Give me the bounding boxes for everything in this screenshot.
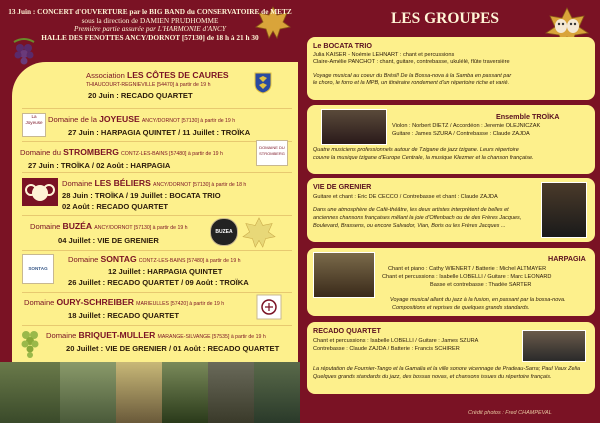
logo-stromberg: DOMAINE DU STROMBERG <box>256 140 288 166</box>
domain-briquet-muller <box>46 330 279 353</box>
domain-stromberg <box>20 147 223 170</box>
logo-joyeuse: La Joyeuse <box>22 113 46 137</box>
domain-name: OURY-SCHREIBER <box>56 297 135 307</box>
domain-prefix: Domaine <box>62 179 95 188</box>
opening-concert-title: 13 Juin : CONCERT d'OUVERTURE par le BIG BAND du CONSERVATOIRE de METZ <box>8 7 292 16</box>
divider <box>22 292 292 293</box>
opening-concert-header <box>0 8 300 42</box>
domain-name: BUZÉA <box>62 221 93 231</box>
photo-strip <box>0 362 300 423</box>
group-desc: Compositions et reprises de quelques grands standards. <box>392 305 530 311</box>
logo-buzea: BUZEA <box>210 218 238 246</box>
ram-logo-icon <box>22 178 58 206</box>
domain-dates: 04 Juillet : VIE DE GRENIER <box>58 236 159 245</box>
domain-name: BRIQUET-MULLER <box>78 330 156 340</box>
divider <box>22 141 292 142</box>
domain-dates: 12 Juillet : HARPAGIA QUINTET <box>108 267 223 276</box>
domain-dates: 18 Juillet : RECADO QUARTET <box>68 311 179 320</box>
group-desc: Boulevard, Brassens, ou encore Salvador, Vian, Boris ou les Frères Jacques ... <box>313 223 506 229</box>
domain-dates: 27 Juin : TROÏKA / 02 Août : HARPAGIA <box>28 161 171 170</box>
domain-joyeuse <box>48 114 250 137</box>
domain-beliers <box>62 178 246 211</box>
vine-leaf-icon <box>242 216 276 248</box>
grapes-icon <box>18 327 42 359</box>
domain-sontag <box>68 254 249 287</box>
groups-title: LES GROUPES <box>390 10 500 27</box>
domain-name: LES BÉLIERS <box>94 178 151 188</box>
photo-village <box>60 362 116 423</box>
domain-dates: 20 Juin : RECADO QUARTET <box>88 91 193 100</box>
domain-name: JOYEUSE <box>99 114 140 124</box>
photo-harpagia <box>313 252 375 298</box>
domain-prefix: Domaine <box>24 298 57 307</box>
domain-caures <box>86 70 229 100</box>
domain-address: CONTZ-LES-BAINS [57480] à partir de 19 h <box>138 258 241 264</box>
group-desc: Quatre musiciens professionnels autour de Tzigane de jazz tzigane. Leurs répertoire <box>313 147 519 153</box>
domain-address: THIAUCOURT-REGNIEVILLE [54470] à partir de 19 h <box>86 82 211 88</box>
group-title: VIE DE GRENIER <box>313 182 372 191</box>
group-title: Ensemble TROÏKA <box>496 112 560 121</box>
photo-terrace <box>254 362 300 423</box>
photo-singer <box>116 362 162 423</box>
photo-audience <box>208 362 254 423</box>
domain-name: LES CÔTES DE CAURES <box>126 70 229 80</box>
group-member: Guitare et chant : Eric DE CECCO / Contrebasse et chant : Claude ZAJDA <box>313 194 498 200</box>
opening-concert-director: sous la direction de DAMIEN PRUDHOMME <box>81 15 219 25</box>
group-member: Contrebasse : Claude ZAJDA / Batterie : Francis SCHIRER <box>313 346 460 352</box>
group-desc: La réputation de Fournier-Tango et la Gamalia et la ville sonore vicennage de Pradeau-Sarra; Paul Vaux Zelia <box>313 366 581 372</box>
grapes-icon <box>8 36 40 66</box>
photo-credit: Crédit photos : Fred CHAMPEVAL <box>468 410 552 416</box>
domain-address: ANCY/DORNOT [57130] à partir de 18 h <box>152 182 247 188</box>
domain-oury-schreiber <box>24 297 224 320</box>
group-title: Le BOCATA TRIO <box>313 41 372 50</box>
group-member: Chant et piano : Cathy WIENERT / Batterie : Michel ALTMAYER <box>388 266 547 272</box>
domain-dates: 27 Juin : HARPAGIA QUINTET / 11 Juillet : TROÏKA <box>68 128 251 137</box>
group-desc: couvre la musique tzigane d'Europe Centrale, la musique Klezmer et la chanson française. <box>313 155 534 161</box>
group-title: HARPAGIA <box>548 254 586 263</box>
domain-dates: 28 Juin : TROÏKA / 19 Juillet : BOCATA TRIO <box>62 191 221 200</box>
photo-vie-de-grenier <box>541 182 587 238</box>
divider <box>22 325 292 326</box>
opening-concert-firstpart: Première partie assurée par L'HARMONIE d'ANCY <box>74 24 226 34</box>
group-desc: Voyage musical au coeur du Brésil! De la Bossa-nova à la Samba en passant par <box>313 73 512 79</box>
coat-of-arms-icon <box>254 72 272 94</box>
group-member: Chant et percussions : Isabelle LOBELLI / Guitare : Marc LEONARD <box>382 274 552 280</box>
opening-concert-venue: HALLE DES FENOTTES ANCY/DORNOT [57130] de 18 h à 21 h 30 <box>41 32 259 42</box>
photo-troika <box>321 109 387 145</box>
divider <box>22 108 292 109</box>
domain-name: SONTAG <box>100 254 137 264</box>
domain-prefix: Domaine du <box>20 148 64 157</box>
domain-address: MARANGE-SILVANGE [57535] à partir de 19 h <box>157 334 266 340</box>
group-member: Claire-Amélie PANCHOT : chant, guitare, contrebasse, ukulélé, flûte traversière <box>313 59 510 65</box>
domain-prefix: Domaine <box>46 331 79 340</box>
domain-name: STROMBERG <box>63 147 119 157</box>
domain-buzea <box>30 221 188 245</box>
domain-dates: 26 Juillet : RECADO QUARTET / 09 Août : TROÏKA <box>68 278 249 287</box>
group-desc: le choro, le forro et la MPB, un itinéraire rondement d'un répertoire riche et varié. <box>313 80 510 86</box>
group-member: Chant et percussions : Isabelle LOBELLI / Guitare : James SZURA <box>313 338 479 344</box>
group-member: Violon : Norbert DIETZ / Accordéon : Jeremie OLEJNICZAK <box>392 123 541 129</box>
domain-address: CONTZ-LES-BAINS [57480] à partir de 19 h <box>121 151 223 157</box>
group-member: Julia KAISER - Noémie LEHNART : chant et percussions <box>313 52 455 58</box>
domain-prefix: Domaine <box>30 222 63 231</box>
domain-address: ANCY/DORNOT [57130] à partir de 19 h <box>141 118 236 124</box>
group-desc: Dans une atmosphère de Café-théâtre, les deux artistes interprètent de belles et <box>313 207 509 213</box>
group-desc: Quelques grands standards du jazz, des bossas novas, et chansons issues du répertoire français. <box>313 374 552 380</box>
group-member: Basse et contrebasse : Thadée SARTER <box>430 282 532 288</box>
oury-logo-icon <box>256 294 282 320</box>
photo-barrel <box>162 362 208 423</box>
photo-vineyard <box>0 362 60 423</box>
divider <box>22 172 292 173</box>
domain-prefix: Domaine de la <box>48 115 100 124</box>
domain-prefix: Domaine <box>68 255 101 264</box>
domain-address: MARIEULLES [57420] à partir de 19 h <box>136 301 225 307</box>
logo-sontag: SONTAG <box>22 254 54 284</box>
photo-recado <box>522 330 586 362</box>
domain-prefix: Association <box>86 71 127 80</box>
divider <box>22 250 292 251</box>
group-member: Guitare : James SZURA / Contrebasse : Claude ZAJDA <box>392 131 530 137</box>
group-desc: Voyage musical allant du jazz à la fusion, en passant par la bossa-nova. <box>390 297 566 303</box>
domain-address: ANCY/DORNOT [57130] à partir de 19 h <box>94 225 188 231</box>
group-desc: anciennes chansons françaises mêlant la joie d'Offenbach ou de des Frères Jacques, <box>313 215 522 221</box>
group-title: RECADO QUARTET <box>313 326 381 335</box>
domain-dates: 02 Août : RECADO QUARTET <box>62 202 169 211</box>
domain-dates: 20 Juillet : VIE DE GRENIER / 01 Août : RECADO QUARTET <box>66 344 280 353</box>
